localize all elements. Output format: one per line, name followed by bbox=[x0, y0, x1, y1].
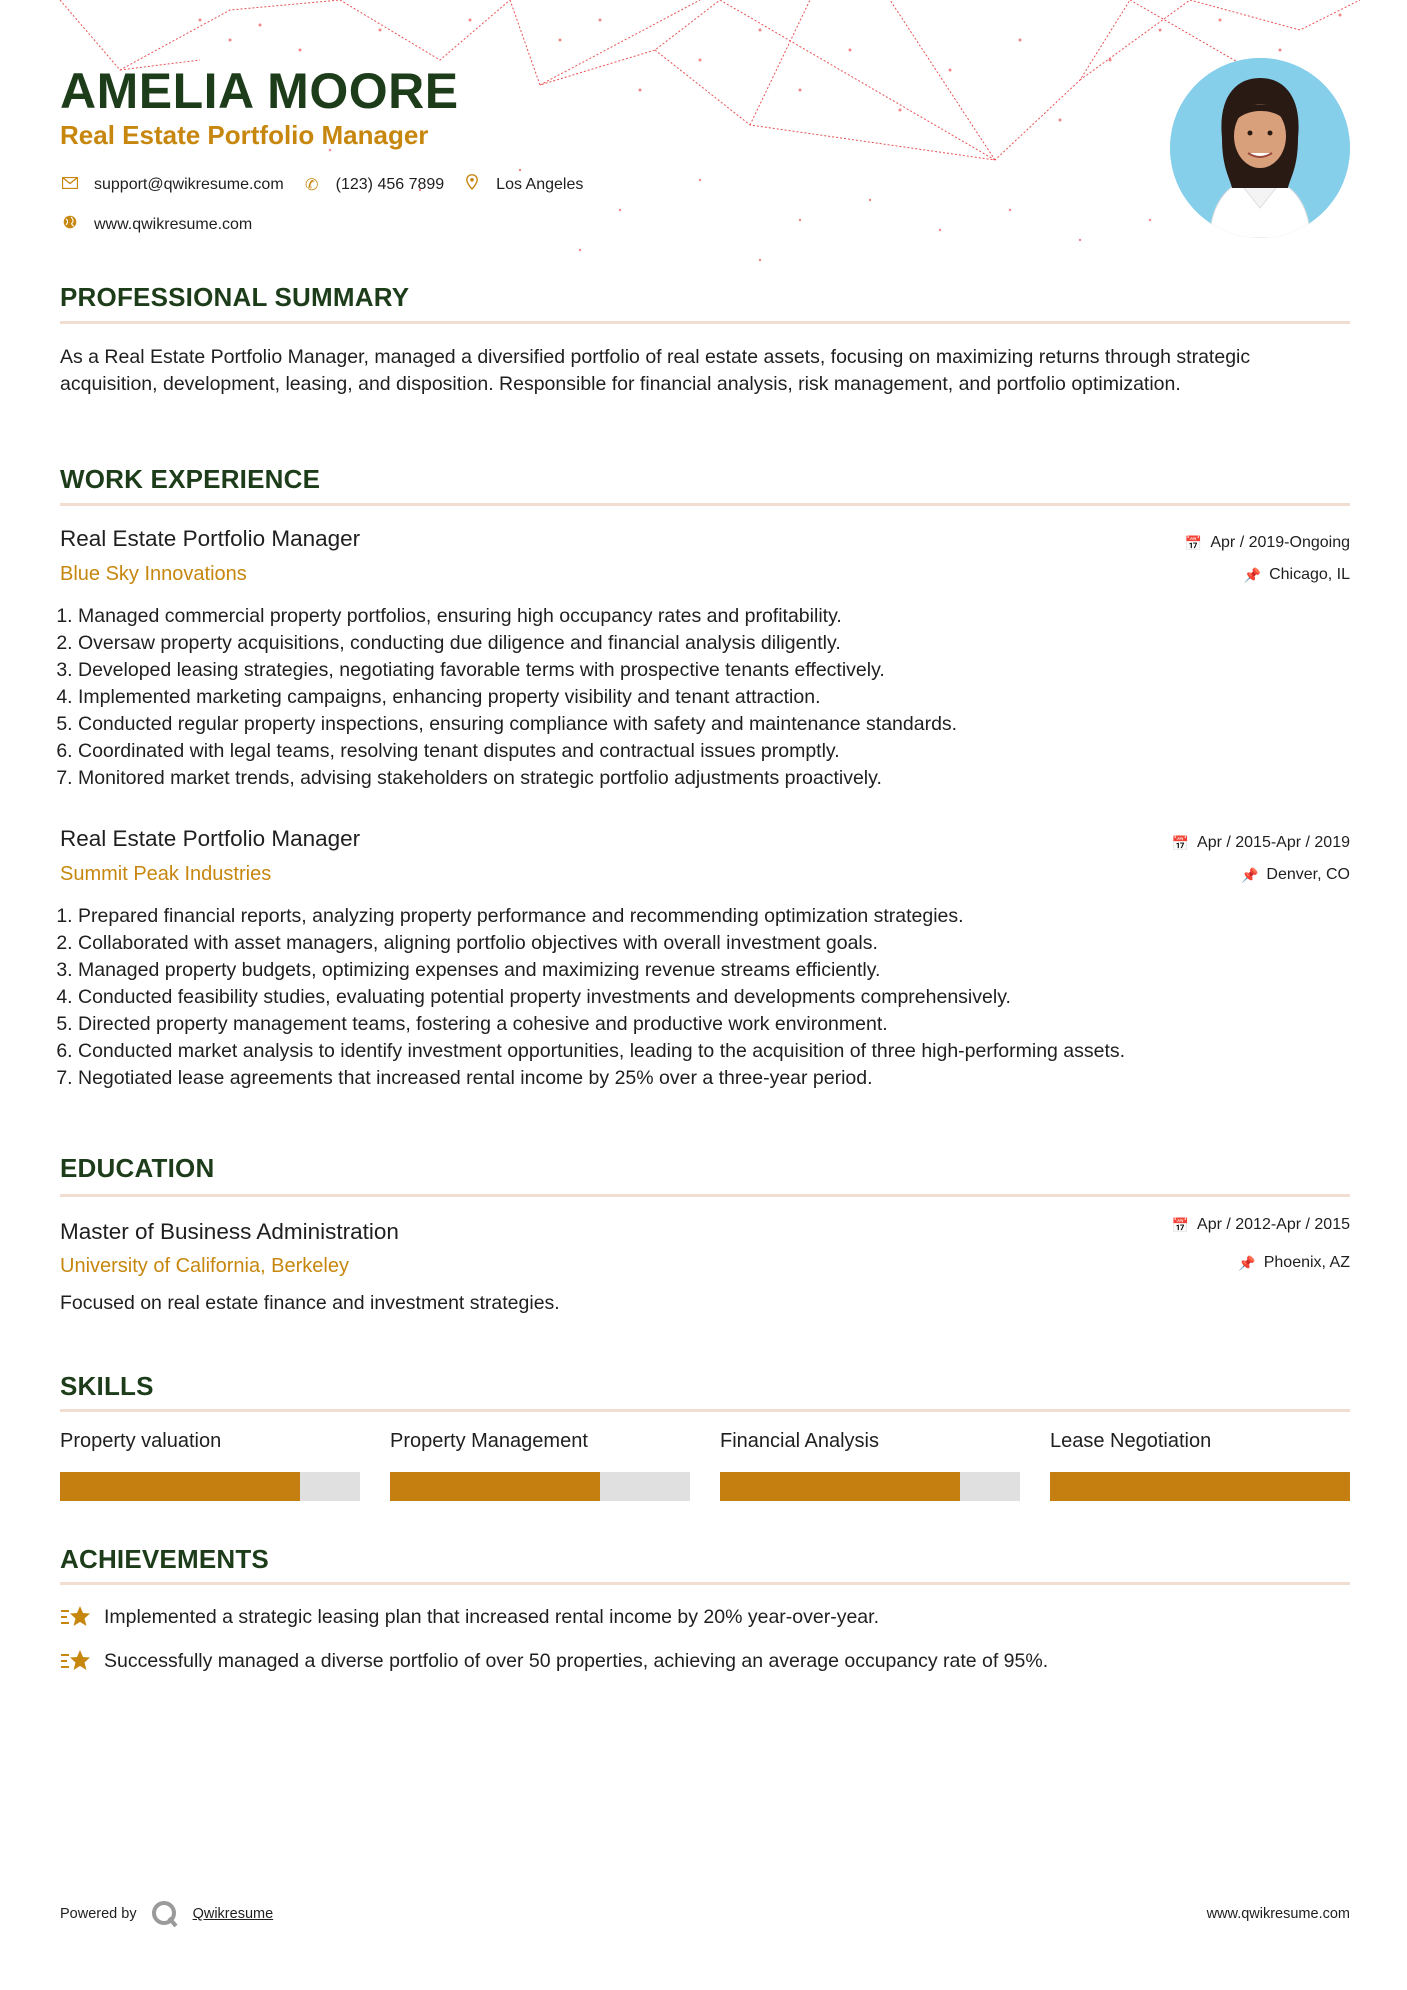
skill-bar-fill bbox=[390, 1472, 600, 1501]
skill-item bbox=[720, 1430, 1020, 1501]
job-title: Real Estate Portfolio Manager bbox=[60, 826, 361, 851]
achievement-item bbox=[60, 1603, 879, 1631]
skill-name: Property Management bbox=[390, 1430, 588, 1452]
calendar-icon: 📅 bbox=[1184, 534, 1203, 551]
job-location bbox=[1241, 866, 1350, 884]
pushpin-icon: 📌 bbox=[1243, 566, 1262, 583]
email-text: support@qwikresume.com bbox=[94, 175, 284, 193]
skills-divider bbox=[60, 1409, 1350, 1412]
experience-heading: WORK EXPERIENCE bbox=[60, 464, 321, 494]
education-description: Focused on real estate finance and investment strategies. bbox=[60, 1292, 560, 1314]
qwikresume-link[interactable]: Qwikresume bbox=[192, 1906, 274, 1922]
job-location bbox=[1244, 566, 1350, 584]
list-item: 3. Managed property budgets, optimizing expenses and maximizing revenue streams efficiently. bbox=[78, 957, 1358, 984]
list-item: 6. Conducted market analysis to identify investment opportunities, leading to the acquisition of three high-performing assets. bbox=[78, 1038, 1358, 1065]
pushpin-icon: 📌 bbox=[1238, 1254, 1256, 1271]
location-item bbox=[462, 174, 583, 195]
phone-icon: ✆ bbox=[304, 176, 319, 194]
powered-by-label: Powered by bbox=[60, 1906, 137, 1922]
education-location bbox=[1238, 1254, 1350, 1272]
globe-icon bbox=[60, 215, 80, 234]
phone-text: (123) 456 7899 bbox=[335, 175, 445, 193]
website-text: www.qwikresume.com bbox=[94, 215, 253, 233]
skill-bar bbox=[720, 1472, 1020, 1501]
job-location-text: Chicago, IL bbox=[1269, 566, 1350, 583]
list-item: 2. Oversaw property acquisitions, conducting due diligence and financial analysis diligently. bbox=[78, 630, 1358, 657]
list-item: 1. Managed commercial property portfolios, ensuring high occupancy rates and profitability. bbox=[78, 603, 1358, 630]
job-title: Real Estate Portfolio Manager bbox=[60, 526, 361, 551]
skill-bar bbox=[60, 1472, 360, 1501]
footer-website[interactable]: www.qwikresume.com bbox=[1206, 1906, 1350, 1922]
skill-bar bbox=[390, 1472, 690, 1501]
job-dates bbox=[1172, 834, 1350, 852]
education-heading: EDUCATION bbox=[60, 1153, 215, 1183]
achievement-item bbox=[60, 1647, 1048, 1675]
list-item: 4. Implemented marketing campaigns, enhancing property visibility and tenant attraction. bbox=[78, 684, 1358, 711]
skill-name: Lease Negotiation bbox=[1050, 1430, 1212, 1452]
job-bullets bbox=[60, 603, 1358, 792]
skill-item bbox=[60, 1430, 360, 1501]
list-item: 5. Conducted regular property inspections, ensuring compliance with safety and maintenance standards. bbox=[78, 711, 1358, 738]
list-item: 5. Directed property management teams, fostering a cohesive and productive work environment. bbox=[78, 1011, 1358, 1038]
list-item: 2. Collaborated with asset managers, aligning portfolio objectives with overall investment goals. bbox=[78, 930, 1358, 957]
candidate-role: Real Estate Portfolio Manager bbox=[60, 120, 429, 150]
job-bullets bbox=[60, 903, 1358, 1092]
pushpin-icon: 📌 bbox=[1240, 866, 1259, 883]
phone-item[interactable] bbox=[302, 175, 445, 195]
website-item[interactable] bbox=[60, 215, 252, 234]
skill-item bbox=[390, 1430, 690, 1501]
calendar-icon: 📅 bbox=[1171, 834, 1190, 851]
list-item: 3. Developed leasing strategies, negotiating favorable terms with prospective tenants effectively. bbox=[78, 657, 1358, 684]
envelope-icon bbox=[60, 176, 80, 194]
powered-by bbox=[60, 1900, 273, 1928]
list-item: 4. Conducted feasibility studies, evaluating potential property investments and developments comprehensively. bbox=[78, 984, 1358, 1011]
skill-item bbox=[1050, 1430, 1350, 1501]
job-dates-text: Apr / 2015-Apr / 2019 bbox=[1197, 834, 1350, 851]
summary-text: As a Real Estate Portfolio Manager, managed a diversified portfolio of real estate assets, focusing on maximizing returns through strategic acquisition, development, leasing, and disposition. Responsible for financial analysis, risk management, and portfolio optimization. bbox=[60, 346, 1251, 395]
list-item: 7. Monitored market trends, advising stakeholders on strategic portfolio adjustments proactively. bbox=[78, 765, 1358, 792]
experience-divider bbox=[60, 503, 1350, 506]
school-name: University of California, Berkeley bbox=[60, 1255, 349, 1277]
candidate-name: AMELIA MOORE bbox=[60, 63, 459, 119]
skill-name: Property valuation bbox=[60, 1430, 222, 1452]
skill-bar-fill bbox=[60, 1472, 300, 1501]
job-dates bbox=[1185, 534, 1350, 552]
email-item[interactable] bbox=[60, 176, 284, 194]
qwikresume-logo-icon bbox=[151, 1900, 179, 1928]
skill-name: Financial Analysis bbox=[720, 1430, 879, 1452]
list-item: 6. Coordinated with legal teams, resolving tenant disputes and contractual issues promptly. bbox=[78, 738, 1358, 765]
list-item: 7. Negotiated lease agreements that increased rental income by 25% over a three-year period. bbox=[78, 1065, 1358, 1092]
education-dates-text: Apr / 2012-Apr / 2015 bbox=[1197, 1216, 1350, 1233]
location-text: Los Angeles bbox=[496, 175, 584, 193]
skill-bar-fill bbox=[1050, 1472, 1350, 1501]
job-location-text: Denver, CO bbox=[1266, 866, 1350, 883]
skills-heading: SKILLS bbox=[60, 1371, 154, 1401]
education-divider bbox=[60, 1194, 1350, 1197]
achievements-heading: ACHIEVEMENTS bbox=[60, 1544, 269, 1574]
website-row bbox=[60, 215, 270, 234]
profile-photo bbox=[1170, 58, 1350, 238]
map-pin-icon bbox=[462, 174, 482, 195]
list-item: 1. Prepared financial reports, analyzing property performance and recommending optimization strategies. bbox=[78, 903, 1358, 930]
company-name: Summit Peak Industries bbox=[60, 863, 272, 885]
education-dates bbox=[1172, 1216, 1350, 1234]
contact-row bbox=[60, 174, 601, 195]
job-dates-text: Apr / 2019-Ongoing bbox=[1210, 534, 1350, 551]
education-location-text: Phoenix, AZ bbox=[1263, 1254, 1350, 1271]
star-award-icon bbox=[60, 1603, 92, 1631]
star-award-icon bbox=[60, 1647, 92, 1675]
calendar-icon: 📅 bbox=[1171, 1216, 1190, 1233]
achievement-text: Implemented a strategic leasing plan that increased rental income by 20% year-over-year. bbox=[104, 1605, 879, 1628]
degree-title: Master of Business Administration bbox=[60, 1219, 399, 1244]
company-name: Blue Sky Innovations bbox=[60, 563, 247, 585]
summary-divider bbox=[60, 321, 1350, 324]
achievement-text: Successfully managed a diverse portfolio of over 50 properties, achieving an average occupancy rate of 95%. bbox=[104, 1649, 1049, 1672]
summary-heading: PROFESSIONAL SUMMARY bbox=[60, 282, 410, 312]
skill-bar-fill bbox=[720, 1472, 960, 1501]
skill-bar bbox=[1050, 1472, 1350, 1501]
achievements-divider bbox=[60, 1582, 1350, 1585]
